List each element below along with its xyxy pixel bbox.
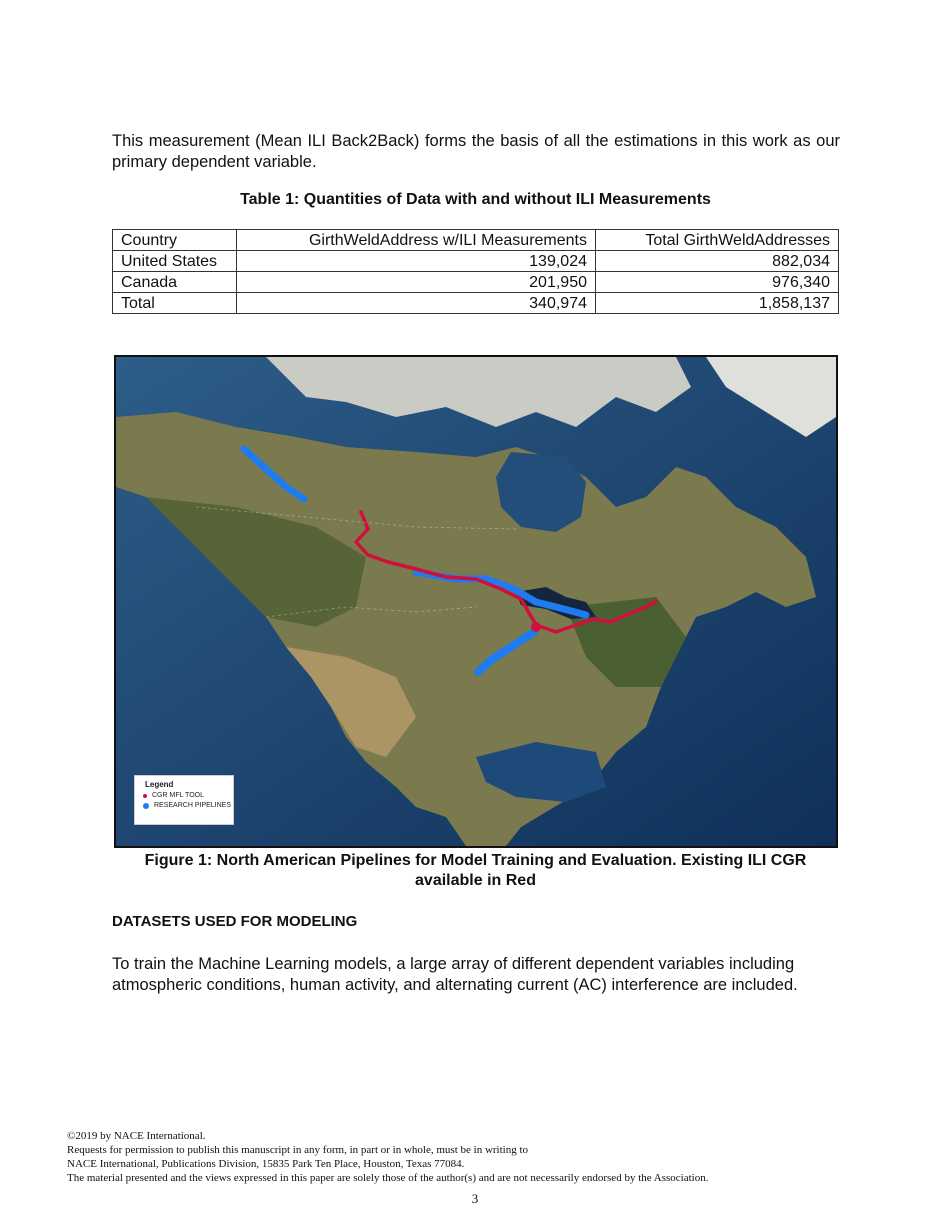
table-header-cell: Country (113, 230, 237, 251)
intro-paragraph: This measurement (Mean ILI Back2Back) forms the basis of all the estimations in this work as our primary dependent variable. (112, 132, 840, 171)
map-legend (134, 775, 234, 825)
figure-caption (112, 851, 839, 891)
data-table (112, 229, 839, 314)
table-header-cell: Total GirthWeldAddresses (596, 230, 839, 251)
table-cell: 882,034 (596, 251, 839, 272)
table-cell: 1,858,137 (596, 293, 839, 314)
figure-caption-line2: available in Red (415, 872, 536, 889)
footer-line: NACE International, Publications Division, 15835 Park Ten Place, Houston, Texas 77084. (67, 1158, 465, 1170)
table-cell: 201,950 (237, 272, 596, 293)
legend-item-research (143, 802, 233, 809)
legend-label: RESEARCH PIPELINES (154, 802, 232, 809)
section-heading: DATASETS USED FOR MODELING (112, 913, 358, 930)
table-cell: 340,974 (237, 293, 596, 314)
table-cell: United States (113, 251, 237, 272)
table-caption: Table 1: Quantities of Data with and without ILI Measurements (240, 191, 711, 208)
table-row (113, 272, 839, 293)
table-header-cell: GirthWeldAddress w/ILI Measurements (237, 230, 596, 251)
legend-title: Legend (145, 780, 174, 789)
footer-line: Requests for permission to publish this manuscript in any form, in part or in whole, must be in writing to (67, 1144, 529, 1156)
legend-label: CGR MFL TOOL (152, 792, 204, 799)
red-dot-icon (143, 794, 147, 798)
table-header-row (113, 230, 839, 251)
table-cell: 139,024 (237, 251, 596, 272)
cgr-hub-marker (531, 622, 541, 632)
body-paragraph: To train the Machine Learning models, a large array of different dependent variables including atmospheric conditions, human activity, and alternating current (AC) interference are included. (112, 955, 798, 994)
table-cell: Canada (113, 272, 237, 293)
footer (67, 1129, 708, 1185)
pipeline-map-figure (114, 355, 838, 848)
table-cell: Total (113, 293, 237, 314)
page-number: 3 (471, 1191, 479, 1206)
table-row (113, 251, 839, 272)
figure-caption-line1: Figure 1: North American Pipelines for Model Training and Evaluation. Existing ILI CGR (144, 852, 807, 869)
footer-line: The material presented and the views expressed in this paper are solely those of the author(s) and are not necessarily endorsed by the Association. (67, 1172, 709, 1184)
table-row (113, 293, 839, 314)
legend-item-cgr (143, 792, 233, 799)
table-cell: 976,340 (596, 272, 839, 293)
satellite-map (116, 357, 836, 846)
blue-dot-icon (143, 803, 149, 809)
footer-copyright: ©2019 by NACE International. (67, 1130, 206, 1142)
